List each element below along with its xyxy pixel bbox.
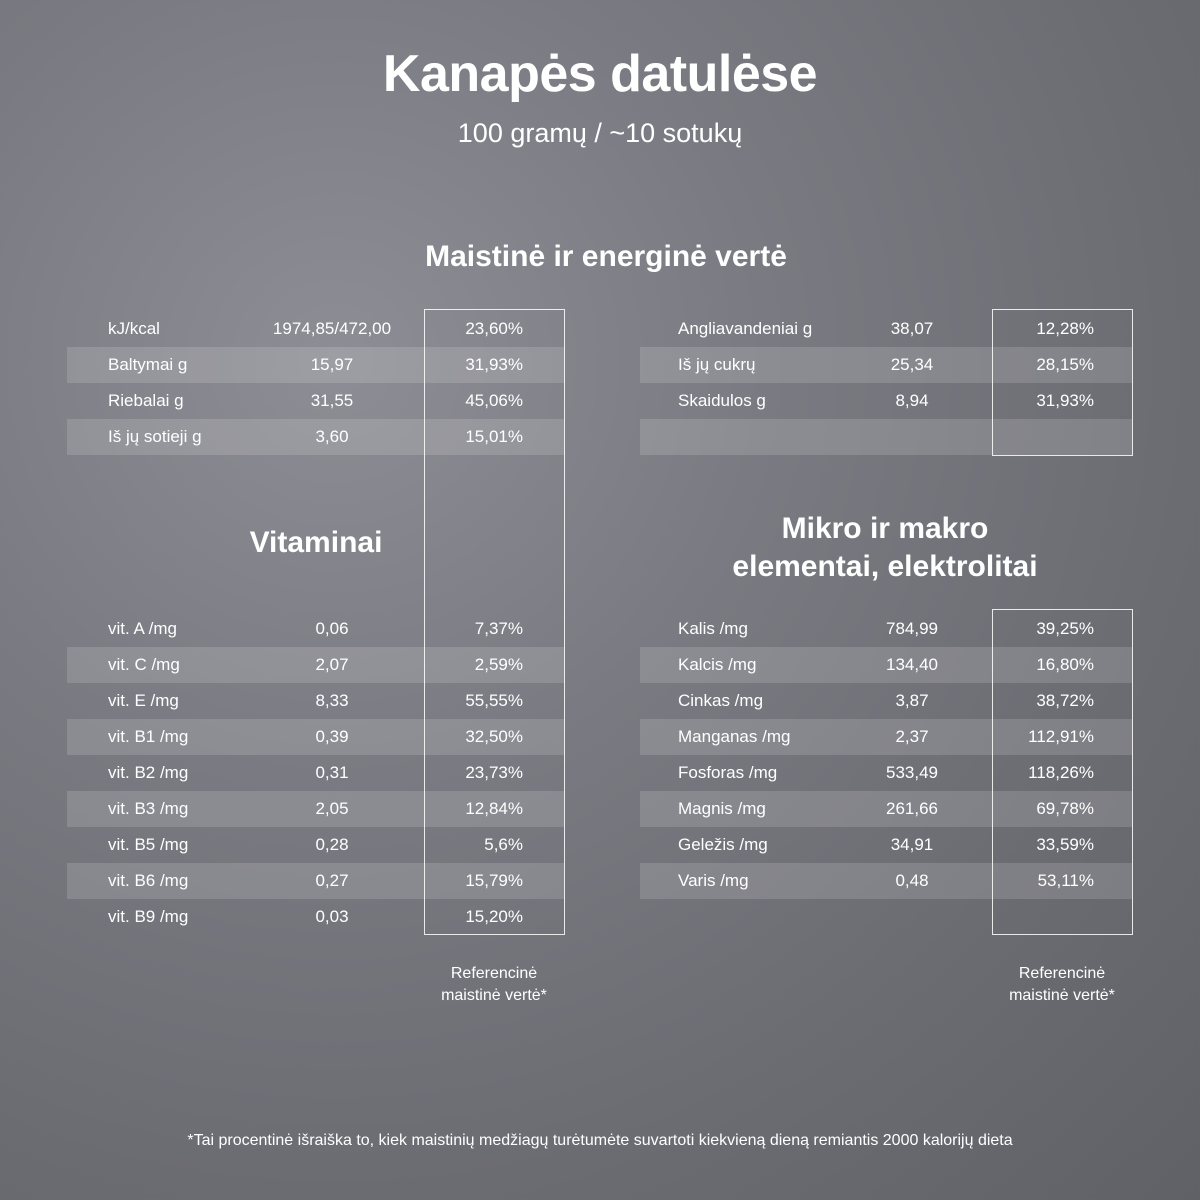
footnote: *Tai procentinė išraiška to, kiek maistinių medžiagų turėtumėte suvartoti kiekvieną dieną remiantis 2000 kalorijų dieta	[187, 1132, 1013, 1149]
mineral-percent: 33,59%	[1036, 835, 1094, 854]
vitamin-percent: 5,6%	[484, 835, 523, 854]
vitamin-name: vit. B2 /mg	[108, 763, 189, 782]
mineral-value: 533,49	[886, 763, 938, 782]
vitamin-value: 0,31	[315, 763, 349, 782]
nutrient-value: 8,94	[895, 391, 929, 410]
reference-caption-line1: Referencinė	[1018, 965, 1106, 982]
vitamin-percent: 15,79%	[465, 871, 523, 890]
mineral-name: Cinkas /mg	[678, 691, 764, 710]
nutrient-value: 1974,85/472,00	[272, 319, 392, 338]
reference-caption-line2: maistinė vertė*	[441, 987, 547, 1004]
mineral-name: Kalcis /mg	[678, 655, 757, 674]
reference-column-outline-energy-right	[992, 309, 1133, 456]
vitamin-name: vit. A /mg	[108, 619, 177, 638]
mineral-name: Varis /mg	[678, 871, 749, 890]
page-title: Kanapės datulėse	[382, 45, 818, 103]
reference-caption-right	[982, 963, 1142, 1007]
nutrient-percent: 31,93%	[465, 355, 523, 374]
mineral-name: Geležis /mg	[678, 835, 768, 854]
vitamin-name: vit. E /mg	[108, 691, 179, 710]
vitamin-name: vit. B5 /mg	[108, 835, 189, 854]
vitamin-percent: 12,84%	[465, 799, 523, 818]
mineral-percent: 53,11%	[1037, 871, 1094, 890]
nutrient-name: Iš jų cukrų	[678, 355, 756, 374]
mineral-percent: 38,72%	[1036, 691, 1094, 710]
mineral-name: Kalis /mg	[678, 619, 748, 638]
vitamin-value: 0,03	[315, 907, 349, 926]
mineral-value: 34,91	[890, 835, 934, 854]
nutrient-value: 31,55	[310, 391, 354, 410]
vitamin-percent: 2,59%	[474, 655, 523, 674]
minerals-heading	[660, 510, 1110, 586]
vitamin-percent: 15,20%	[465, 907, 523, 926]
mineral-value: 261,66	[886, 799, 938, 818]
mineral-percent: 118,26%	[1028, 763, 1094, 782]
vitamins-heading: Vitaminai	[249, 526, 383, 559]
vitamin-name: vit. B1 /mg	[108, 727, 189, 746]
nutrient-name: kJ/kcal	[108, 319, 160, 338]
nutrient-percent: 31,93%	[1036, 391, 1094, 410]
nutrient-percent: 15,01%	[465, 427, 523, 446]
vitamin-percent: 7,37%	[474, 619, 523, 638]
vitamin-name: vit. B6 /mg	[108, 871, 189, 890]
nutrient-name: Skaidulos g	[678, 391, 766, 410]
vitamin-name: vit. B3 /mg	[108, 799, 189, 818]
reference-column-outline-minerals	[992, 609, 1133, 935]
nutrient-value: 38,07	[890, 319, 934, 338]
vitamin-value: 2,07	[315, 655, 349, 674]
nutrient-value: 25,34	[890, 355, 934, 374]
nutrient-name: Angliavandeniai g	[678, 319, 813, 338]
vitamin-value: 2,05	[315, 799, 349, 818]
vitamin-value: 0,27	[315, 871, 349, 890]
reference-caption-line1: Referencinė	[450, 965, 538, 982]
vitamin-percent: 32,50%	[465, 727, 523, 746]
mineral-value: 784,99	[886, 619, 938, 638]
energy-heading: Maistinė ir energinė vertė	[425, 240, 787, 273]
reference-caption-left	[414, 963, 574, 1007]
nutrient-percent: 45,06%	[465, 391, 523, 410]
nutrient-percent: 28,15%	[1036, 355, 1094, 374]
mineral-percent: 69,78%	[1036, 799, 1094, 818]
page-subtitle: 100 gramų / ~10 sotukų	[457, 118, 743, 148]
mineral-value: 134,40	[886, 655, 938, 674]
nutrient-percent: 12,28%	[1036, 319, 1094, 338]
vitamin-value: 0,06	[315, 619, 349, 638]
minerals-heading-line1: Mikro ir makro	[781, 512, 989, 545]
nutrient-value: 3,60	[315, 427, 349, 446]
vitamin-value: 0,39	[315, 727, 349, 746]
mineral-value: 0,48	[895, 871, 929, 890]
nutrient-name: Baltymai g	[108, 355, 188, 374]
mineral-value: 2,37	[895, 727, 929, 746]
mineral-percent: 112,91%	[1028, 727, 1094, 746]
mineral-name: Magnis /mg	[678, 799, 766, 818]
vitamin-value: 8,33	[315, 691, 349, 710]
nutrient-value: 15,97	[310, 355, 354, 374]
vitamin-name: vit. C /mg	[108, 655, 180, 674]
mineral-percent: 39,25%	[1036, 619, 1094, 638]
nutrient-name: Iš jų sotieji g	[108, 427, 202, 446]
reference-caption-line2: maistinė vertė*	[1009, 987, 1115, 1004]
mineral-name: Fosforas /mg	[678, 763, 778, 782]
vitamin-percent: 55,55%	[465, 691, 523, 710]
nutrient-name: Riebalai g	[108, 391, 184, 410]
minerals-heading-line2: elementai, elektrolitai	[732, 550, 1038, 583]
mineral-name: Manganas /mg	[678, 727, 791, 746]
mineral-value: 3,87	[895, 691, 929, 710]
mineral-percent: 16,80%	[1036, 655, 1094, 674]
vitamin-value: 0,28	[315, 835, 349, 854]
nutrient-percent: 23,60%	[465, 319, 523, 338]
vitamin-name: vit. B9 /mg	[108, 907, 189, 926]
reference-column-outline-left	[424, 309, 565, 935]
vitamin-percent: 23,73%	[465, 763, 523, 782]
